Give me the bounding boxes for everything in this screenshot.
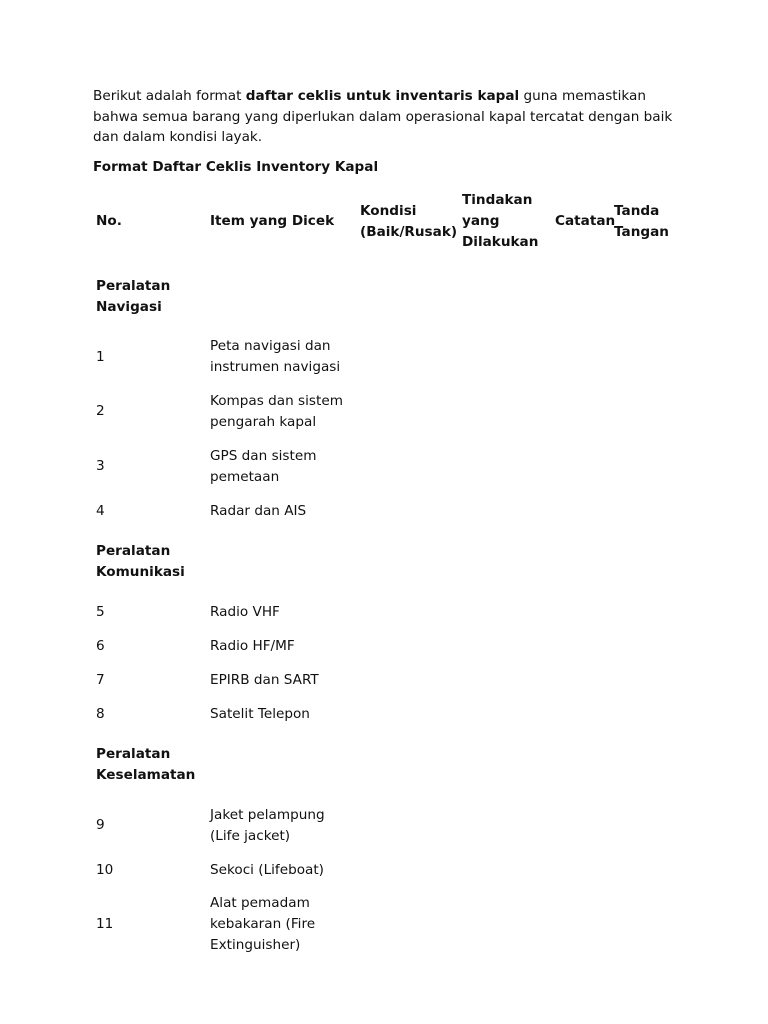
header-no: No. <box>96 213 122 230</box>
inventory-checklist-table <box>93 180 673 962</box>
intro-paragraph <box>93 86 683 148</box>
table-row <box>93 887 673 962</box>
row-no: 1 <box>96 348 105 365</box>
header-tanda-tangan: Tanda Tangan <box>614 202 669 240</box>
row-item: EPIRB dan SART <box>210 671 319 688</box>
section-title: Peralatan Keselamatan <box>96 745 196 783</box>
header-tindakan: Tindakan yang Dilakukan <box>462 192 539 250</box>
row-item: Radio VHF <box>210 603 280 620</box>
row-item: Peta navigasi dan instrumen navigasi <box>210 338 341 375</box>
row-item: GPS dan sistem pemetaan <box>210 447 317 485</box>
table-row <box>93 798 673 853</box>
table-row <box>93 663 673 697</box>
row-item: Jaket pelampung (Life jacket) <box>210 806 325 844</box>
table-row <box>93 853 673 887</box>
row-no: 6 <box>96 637 105 654</box>
row-item: Radar dan AIS <box>210 502 307 519</box>
row-no: 5 <box>96 603 105 620</box>
table-row <box>93 595 673 629</box>
row-item: Sekoci (Lifeboat) <box>210 861 324 878</box>
header-kondisi: Kondisi (Baik/Rusak) <box>360 202 458 240</box>
row-no: 11 <box>96 916 114 933</box>
row-item: Radio HF/MF <box>210 637 295 654</box>
intro-text-start: Berikut adalah format <box>93 88 246 104</box>
intro-text-end: guna memastikan bahwa semua barang yang diperlukan dalam operasional kapal tercatat dengan baik dan dalam kondisi layak. <box>93 88 673 146</box>
row-item: Satelit Telepon <box>210 705 310 722</box>
section-row <box>93 528 673 595</box>
row-no: 8 <box>96 705 105 722</box>
section-title: Peralatan Navigasi <box>96 277 171 315</box>
table-row <box>93 629 673 663</box>
row-no: 2 <box>96 403 105 420</box>
section-title: Peralatan Komunikasi <box>96 542 185 580</box>
row-item: Alat pemadam kebakaran (Fire Extinguisher) <box>210 895 316 953</box>
table-row <box>93 330 673 384</box>
section-heading: Format Daftar Ceklis Inventory Kapal <box>93 159 379 175</box>
table-row <box>93 494 673 528</box>
intro-bold-phrase: daftar ceklis untuk inventaris kapal <box>245 88 520 104</box>
table-row <box>93 439 673 494</box>
row-no: 9 <box>96 817 105 834</box>
section-row <box>93 731 673 798</box>
table-row <box>93 697 673 731</box>
row-no: 4 <box>96 502 105 519</box>
header-item: Item yang Dicek <box>210 213 335 230</box>
row-no: 7 <box>96 671 105 688</box>
header-catatan: Catatan <box>555 213 616 230</box>
table-row <box>93 384 673 439</box>
row-no: 10 <box>96 861 114 878</box>
section-row <box>93 263 673 330</box>
table-header-row <box>93 180 673 263</box>
row-item: Kompas dan sistem pengarah kapal <box>210 392 343 430</box>
row-no: 3 <box>96 458 105 475</box>
